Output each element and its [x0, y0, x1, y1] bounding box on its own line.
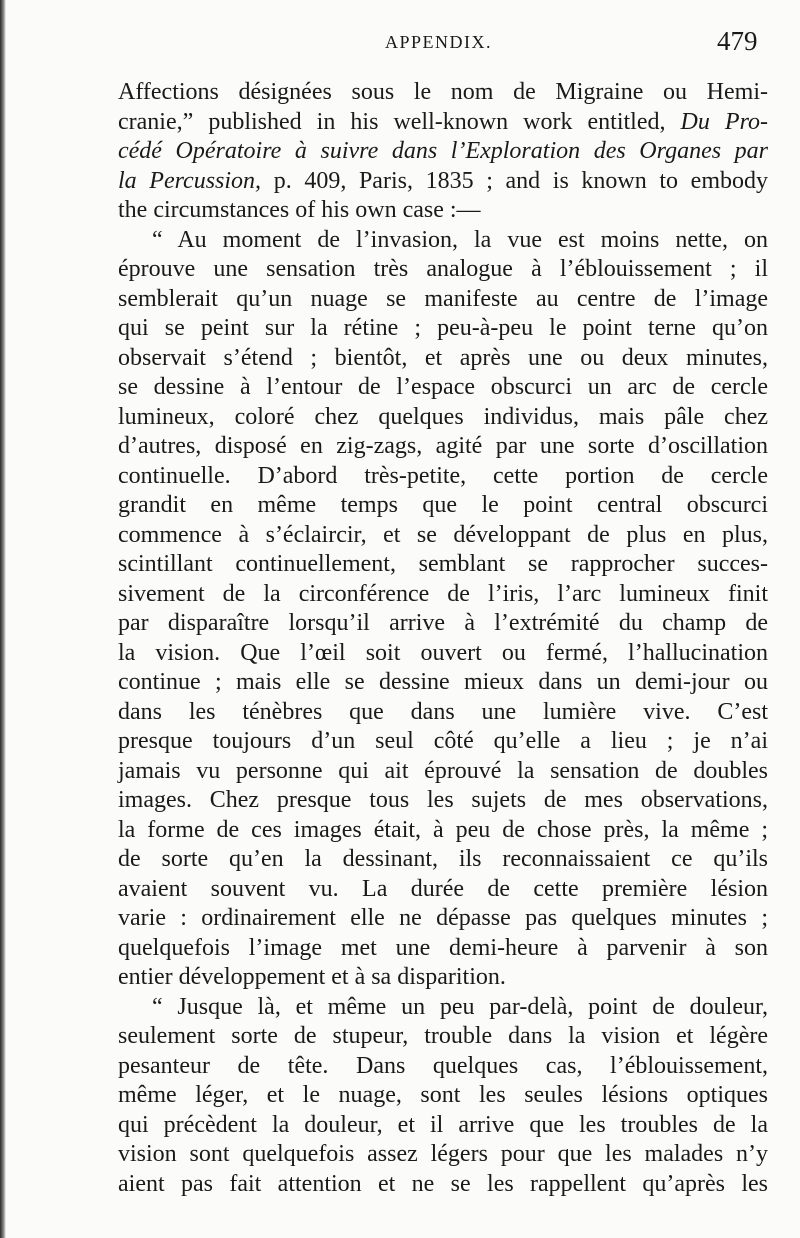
text-line: qui précèdent la douleur, et il arrive que les troubles de la [118, 1111, 768, 1138]
text-line: seulement sorte de stupeur, trouble dans la vision et légère [118, 1023, 768, 1049]
text-line: de sorte qu’en la dessinant, ils reconnaissaient ce qu’ils [118, 846, 768, 872]
text-line: the circumstances of his own case :— [118, 197, 481, 223]
text-line: avaient souvent vu. La durée de cette première lésion [118, 875, 768, 902]
text-line: varie : ordinairement elle ne dépasse pas quelques minutes ; [118, 905, 768, 931]
text-line: pesanteur de tête. Dans quelques cas, l’éblouissement, [118, 1052, 768, 1079]
text-line: “ Au moment de l’invasion, la vue est moins nette, on [152, 226, 768, 253]
text-line: observait s’étend ; bientôt, et après une ou deux minutes, [118, 344, 768, 371]
text-line: grandit en même temps que le point central obscurci [118, 492, 768, 518]
text-line: aient pas fait attention et ne se les rappellent qu’après les [118, 1170, 768, 1197]
text-line: qui se peint sur la rétine ; peu-à-peu le point terne qu’on [118, 315, 768, 341]
text-line: se dessine à l’entour de l’espace obscurci un arc de cercle [118, 374, 768, 400]
text-line: continuelle. D’abord très-petite, cette portion de cercle [118, 462, 768, 489]
text-line: “ Jusque là, et même un peu par-delà, point de douleur, [152, 993, 768, 1020]
text-line: la vision. Que l’œil soit ouvert ou fermé, l’hallucination [118, 639, 768, 666]
text-line: semblerait qu’un nuage se manifeste au centre de l’image [118, 285, 768, 312]
text-line: cranie,” published in his well-known work entitled, Du Pro- [118, 108, 769, 135]
body-text [118, 78, 768, 1199]
text-line: par disparaître lorsqu’il arrive à l’extrémité du champ de [118, 610, 768, 636]
text-line: commence à s’éclaircir, et se développant de plus en plus, [118, 521, 768, 548]
text-line: cédé Opératoire à suivre dans l’Exploration des Organes par [118, 138, 768, 164]
page-number: 479 [717, 26, 758, 56]
text-line: quelquefois l’image met une demi-heure à parvenir à son [118, 934, 768, 961]
text-line: vision sont quelquefois assez légers pour que les malades n’y [118, 1141, 768, 1167]
text-line: presque toujours d’un seul côté qu’elle a lieu ; je n’ai [118, 728, 768, 754]
text-line: la Percussion, p. 409, Paris, 1835 ; and is known to embody [118, 167, 768, 194]
running-head: APPENDIX. [385, 32, 493, 52]
text-line: même léger, et le nuage, sont les seules lésions optiques [118, 1082, 768, 1108]
page-header [0, 22, 800, 62]
text-line: éprouve une sensation très analogue à l’éblouissement ; il [118, 256, 768, 282]
text-line: dans les ténèbres que dans une lumière vive. C’est [118, 698, 768, 725]
text-line: images. Chez presque tous les sujets de mes observations, [118, 787, 768, 813]
text-line: jamais vu personne qui ait éprouvé la sensation de doubles [118, 757, 768, 784]
text-line: d’autres, disposé en zig-zags, agité par une sorte d’oscillation [118, 433, 768, 459]
text-line: Affections désignées sous le nom de Migraine ou Hemi- [118, 79, 768, 105]
text-line: scintillant continuellement, semblant se rapprocher succes- [118, 551, 768, 577]
text-line: sivement de la circonférence de l’iris, l’arc lumineux finit [118, 580, 768, 607]
page-left-edge-shadow [0, 0, 6, 1238]
text-line: la forme de ces images était, à peu de chose près, la même ; [118, 816, 768, 843]
text-line: lumineux, coloré chez quelques individus, mais pâle chez [118, 403, 768, 430]
text-line: continue ; mais elle se dessine mieux dans un demi-jour ou [118, 669, 768, 695]
text-line: entier développement et à sa disparition. [118, 964, 506, 990]
